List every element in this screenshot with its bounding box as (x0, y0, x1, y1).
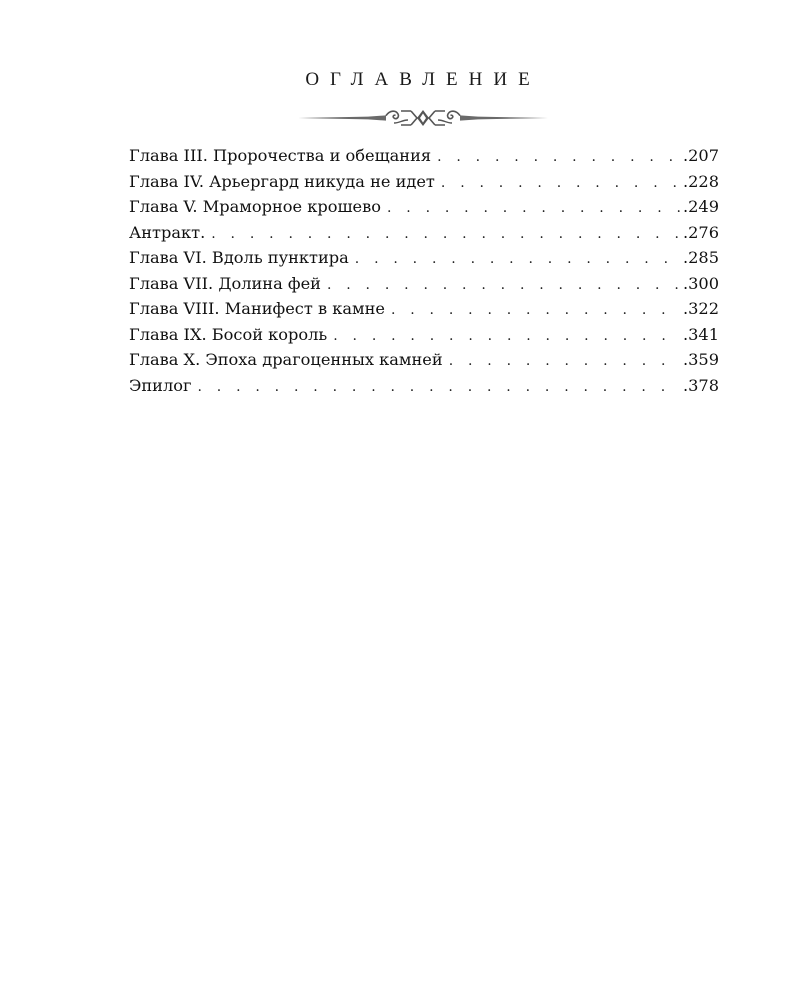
toc-entry-page: .341 (682, 324, 719, 344)
toc-entry-page: .276 (682, 222, 719, 242)
dot-leader (355, 247, 681, 273)
dot-leader (391, 298, 681, 324)
table-of-contents (129, 143, 719, 398)
toc-entry-title: Антракт. (129, 222, 206, 242)
dot-leader (327, 273, 681, 299)
toc-entry-page: .228 (682, 171, 719, 191)
toc-entry-title: Глава IX. Босой король (129, 324, 328, 344)
toc-entry-page: .322 (682, 299, 719, 318)
toc-entry[interactable] (129, 220, 719, 246)
toc-entry[interactable] (129, 194, 719, 220)
toc-entry[interactable] (129, 347, 719, 373)
toc-entry[interactable] (129, 373, 719, 399)
toc-entry[interactable] (129, 245, 719, 271)
dot-leader (333, 324, 681, 350)
dot-leader (387, 196, 681, 222)
toc-entry-title: Глава III. Пророчества и обещания (129, 146, 432, 165)
dot-leader (441, 171, 681, 197)
toc-entry-page: .359 (682, 350, 719, 369)
toc-entry-title: Глава X. Эпоха драгоценных камней (129, 350, 443, 369)
toc-entry-title: Глава VIII. Манифест в камне (129, 299, 385, 318)
toc-entry-page: .285 (682, 248, 719, 267)
dot-leader (197, 375, 680, 401)
toc-entry[interactable] (129, 169, 719, 195)
toc-entry-page: .300 (682, 273, 719, 293)
dot-leader (211, 222, 681, 248)
toc-entry-title: Глава V. Мраморное крошево (129, 197, 381, 216)
toc-entry-title: Глава IV. Арьергард никуда не идет (129, 171, 435, 191)
toc-entry-title: Глава VII. Долина фей (129, 273, 321, 293)
flourish-icon (298, 106, 548, 130)
toc-entry-page: .249 (682, 197, 719, 216)
toc-entry[interactable] (129, 271, 719, 297)
toc-entry[interactable] (129, 322, 719, 348)
toc-entry[interactable] (129, 143, 719, 169)
toc-entry-title: Глава VI. Вдоль пунктира (129, 248, 349, 267)
toc-entry[interactable] (129, 296, 719, 322)
dot-leader (449, 349, 681, 375)
toc-entry-page: .207 (682, 146, 719, 165)
toc-entry-page: .378 (682, 375, 719, 395)
page-title: ОГЛАВЛЕНИЕ (305, 69, 541, 90)
dot-leader (437, 145, 681, 171)
toc-entry-title: Эпилог (129, 375, 192, 395)
